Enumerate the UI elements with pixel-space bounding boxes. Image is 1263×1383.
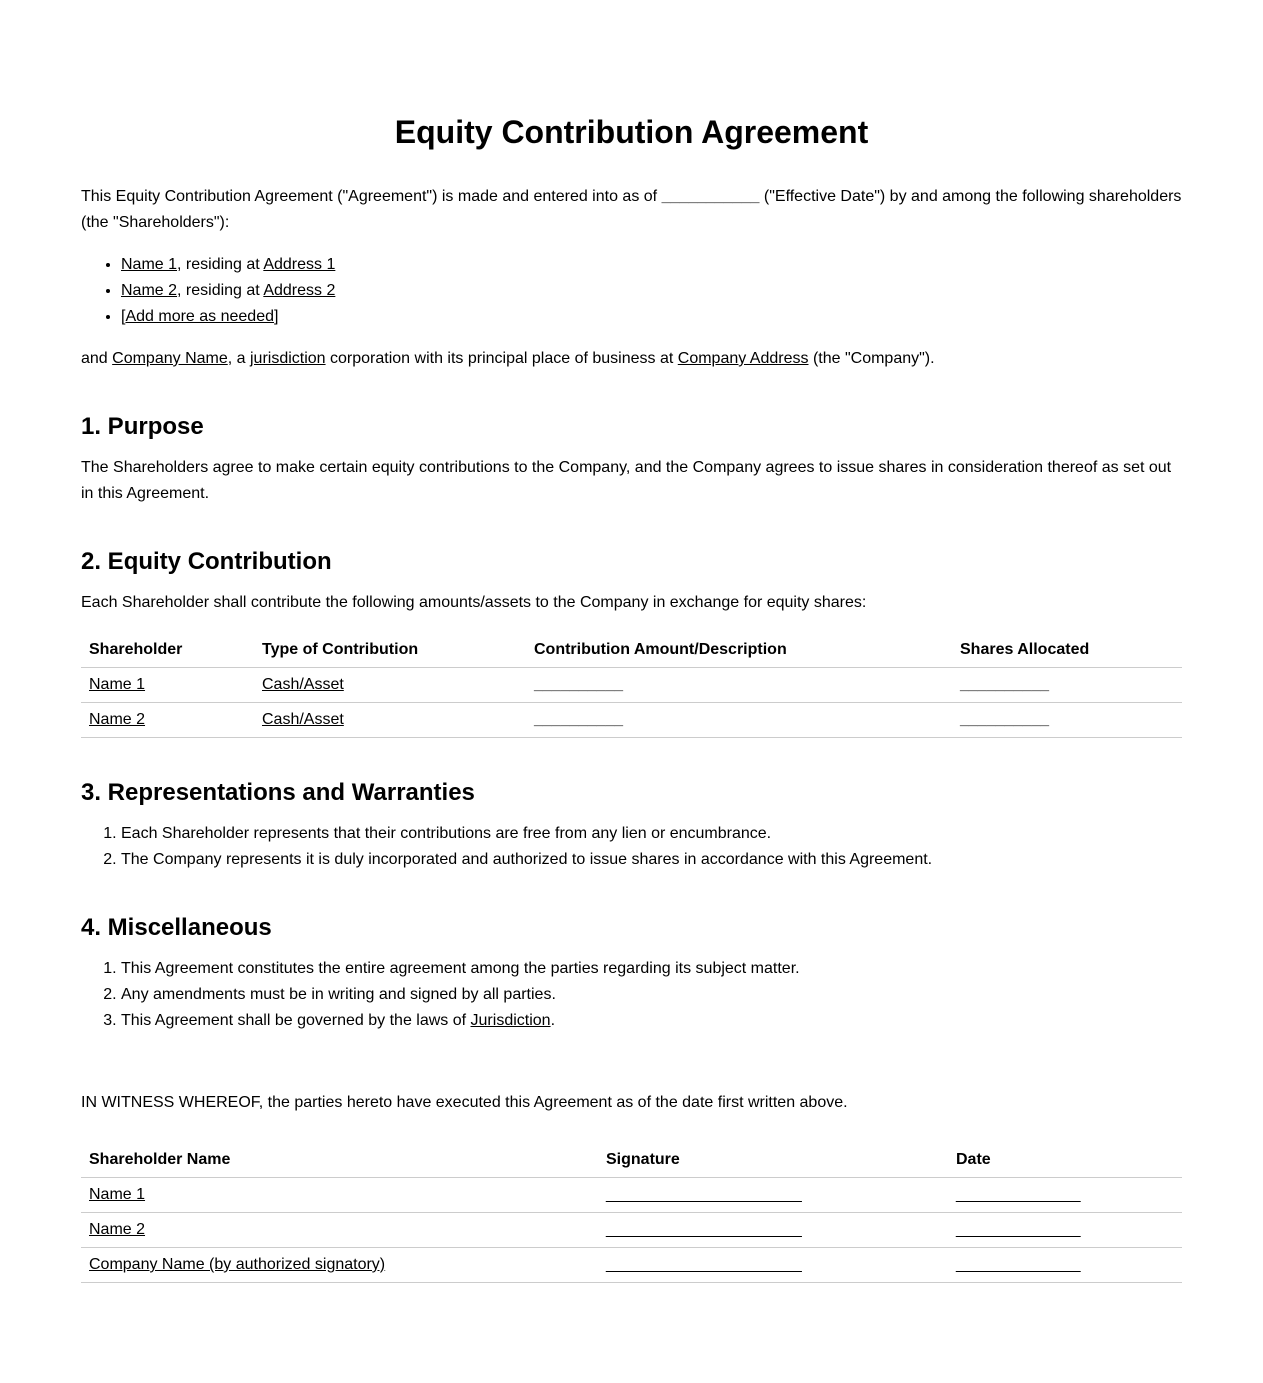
column-header: Shareholder [81,633,254,668]
table-row [81,668,1182,703]
date-line[interactable]: ______________ [956,1256,1081,1273]
intro-paragraph [81,184,1182,236]
effective-date-blank[interactable]: ___________ [661,188,760,205]
table-header-row [81,1143,1182,1178]
document-title: Equity Contribution Agreement [394,114,869,150]
misc-list [81,956,1182,1034]
section-heading-reps: 3. Representations and Warranties [81,779,475,806]
list-item: 2. The Company represents it is duly incorporated and authorized to issue shares in accordance with this Agreement. [121,847,1182,873]
signature-line[interactable]: ______________________ [606,1221,802,1238]
shareholder-name[interactable]: Name 2 [89,711,146,728]
contribution-type[interactable]: Cash/Asset [262,711,344,728]
column-header: Type of Contribution [254,633,526,668]
list-item: 1. This Agreement constitutes the entire agreement among the parties regarding its subject matter. [121,956,1182,982]
amount-blank[interactable]: __________ [534,711,623,728]
text: This Agreement shall be governed by the laws of [121,1012,471,1029]
section-heading-purpose: 1. Purpose [81,413,204,440]
shareholder-address[interactable]: Address 1 [263,256,336,273]
column-header: Date [948,1143,1182,1178]
company-address[interactable]: Company Address [677,350,809,367]
equity-text: Each Shareholder shall contribute the following amounts/assets to the Company in exchange for equity shares: [81,594,867,611]
shareholder-address[interactable]: Address 2 [263,282,336,299]
text: , a [227,350,250,367]
intro-text-after: ("Effective Date") by and among the following shareholders (the "Shareholders"): [81,188,1182,231]
table-row [81,703,1182,738]
signatory-name[interactable]: Name 1 [89,1186,146,1203]
jurisdiction[interactable]: Jurisdiction [470,1012,551,1029]
intro-text: This Equity Contribution Agreement ("Agreement") is made and entered into as of [81,188,662,205]
witness-text: IN WITNESS WHEREOF, the parties hereto have executed this Agreement as of the date first written above. [81,1094,848,1111]
text: and [81,350,113,367]
text: . [550,1012,556,1029]
signature-line[interactable]: ______________________ [606,1256,802,1273]
shareholder-name[interactable]: Name 1 [89,676,146,693]
signatory-name[interactable]: Name 2 [89,1221,146,1238]
add-more-link[interactable]: Add more as needed [125,308,274,325]
table-row [81,1213,1182,1248]
signature-table [81,1143,1182,1283]
text: corporation with its principal place of business at [325,350,678,367]
list-item [121,1008,1182,1034]
date-line[interactable]: ______________ [956,1186,1081,1203]
bracket: [ [121,308,126,325]
signature-line[interactable]: ______________________ [606,1186,802,1203]
table-row [81,1178,1182,1213]
column-header: Signature [598,1143,948,1178]
section-heading-misc: 4. Miscellaneous [81,914,272,941]
list-item: 1. Each Shareholder represents that their contributions are free from any lien or encumbrance. [121,821,1182,847]
shareholder-item [121,278,1182,304]
contribution-type[interactable]: Cash/Asset [262,676,344,693]
company-name[interactable]: Company Name [112,350,228,367]
table-row [81,1248,1182,1283]
list-item: 2. Any amendments must be in writing and signed by all parties. [121,982,1182,1008]
shareholder-name[interactable]: Name 2 [121,282,178,299]
reps-list [81,821,1182,873]
bracket: ] [274,308,279,325]
section-heading-equity: 2. Equity Contribution [81,548,332,575]
table-header-row [81,633,1182,668]
signatory-name[interactable]: Company Name (by authorized signatory) [89,1256,386,1273]
column-header: Contribution Amount/Description [526,633,952,668]
residing-text: , residing at [177,256,264,273]
date-line[interactable]: ______________ [956,1221,1081,1238]
residing-text: , residing at [177,282,264,299]
shareholder-item [121,252,1182,278]
column-header: Shareholder Name [81,1143,598,1178]
column-header: Shares Allocated [952,633,1182,668]
shareholder-list [81,252,1182,330]
amount-blank[interactable]: __________ [534,676,623,693]
text: (the "Company"). [808,350,935,367]
company-paragraph [81,346,1182,372]
jurisdiction[interactable]: jurisdiction [249,350,326,367]
purpose-text: The Shareholders agree to make certain equity contributions to the Company, and the Company agrees to issue shares in consideration thereof as set out in this Agreement. [81,459,1172,502]
add-more-item [121,304,1182,330]
shares-blank[interactable]: __________ [960,711,1049,728]
shareholder-name[interactable]: Name 1 [121,256,178,273]
contribution-table [81,633,1182,738]
shares-blank[interactable]: __________ [960,676,1049,693]
